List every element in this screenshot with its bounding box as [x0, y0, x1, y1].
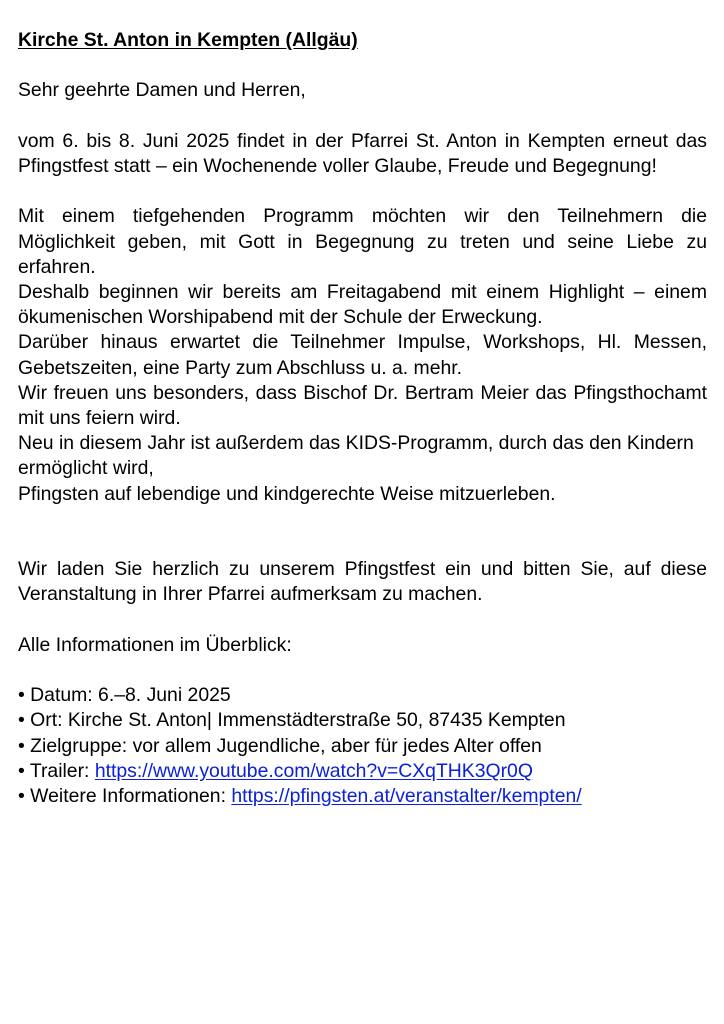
spacer: [18, 104, 707, 129]
info-item-label: • Ort: Kirche St. Anton| Immenstädterstraße 50, 87435 Kempten: [18, 709, 566, 732]
info-item-more: [18, 784, 707, 809]
spacer: [18, 608, 707, 633]
document-title: Kirche St. Anton in Kempten (Allgäu): [18, 29, 358, 51]
info-item-trailer: [18, 759, 707, 784]
info-item-date: [18, 683, 707, 708]
program-paragraph: Deshalb beginnen wir bereits am Freitagabend mit einem Highlight – einem ökumenischen Worshipabend mit der Schule der Erweckung.: [18, 280, 707, 329]
spacer: [18, 179, 707, 204]
program-paragraph: Neu in diesem Jahr ist außerdem das KIDS-Programm, durch das den Kindern ermöglicht wird,: [18, 432, 694, 480]
program-paragraph: Mit einem tiefgehenden Programm möchten wir den Teilnehmern die Möglichkeit geben, mit Gott in Begegnung zu treten und seine Liebe zu erfahren.: [18, 205, 707, 278]
intro-paragraph: vom 6. bis 8. Juni 2025 findet in der Pfarrei St. Anton in Kempten erneut das Pfingstfest statt – ein Wochenende voller Glaube, Freude und Begegnung!: [18, 129, 707, 177]
info-item-label: • Trailer:: [18, 759, 95, 782]
spacer: [18, 53, 707, 78]
program-paragraph: Pfingsten auf lebendige und kindgerechte Weise mitzuerleben.: [18, 482, 556, 505]
info-item-label: • Datum: 6.–8. Juni 2025: [18, 684, 231, 707]
spacer: [18, 658, 707, 683]
spacer: [18, 507, 707, 557]
info-list: [18, 683, 707, 809]
info-item-audience: [18, 734, 707, 759]
program-paragraph: Wir freuen uns besonders, dass Bischof Dr. Bertram Meier das Pfingsthochamt mit uns feiern wird.: [18, 381, 707, 429]
letter-document: [18, 28, 707, 809]
program-paragraph: Darüber hinaus erwartet die Teilnehmer Impulse, Workshops, Hl. Messen, Gebetszeiten, eine Party zum Abschluss u. a. mehr.: [18, 331, 707, 379]
salutation: Sehr geehrte Damen und Herren,: [18, 79, 306, 102]
more-info-link[interactable]: https://pfingsten.at/veranstalter/kempten/: [231, 785, 582, 807]
trailer-link[interactable]: https://www.youtube.com/watch?v=CXqTHK3Qr0Q: [94, 759, 533, 782]
invitation-paragraph: Wir laden Sie herzlich zu unserem Pfingstfest ein und bitten Sie, auf diese Veranstaltung in Ihrer Pfarrei aufmerksam zu machen.: [18, 558, 707, 606]
info-item-location: [18, 708, 707, 733]
info-item-label: • Zielgruppe: vor allem Jugendliche, aber für jedes Alter offen: [18, 734, 542, 757]
info-item-label: • Weitere Informationen:: [18, 785, 232, 807]
overview-heading: Alle Informationen im Überblick:: [18, 633, 292, 656]
